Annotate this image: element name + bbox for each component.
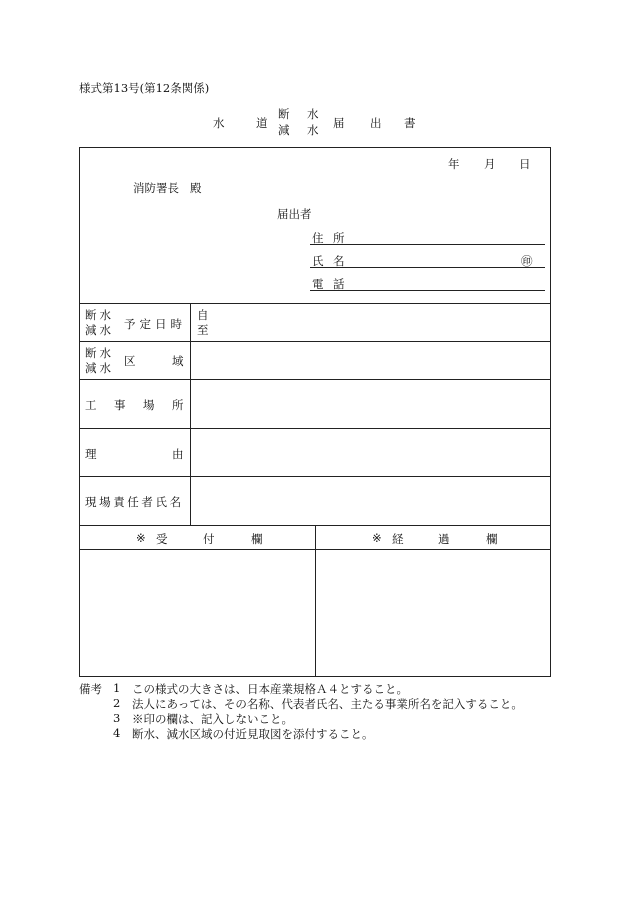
reception-header: ※ (136, 531, 146, 545)
reception-header: 付 (203, 532, 215, 546)
note-number: 1 (113, 681, 121, 695)
row-divider (79, 303, 551, 304)
row-divider (79, 379, 551, 380)
title-char: 水 (213, 116, 225, 130)
title-char: 届 (333, 116, 345, 130)
area-label: 域 (172, 354, 184, 368)
honorific: 殿 (190, 181, 202, 195)
phone-field[interactable] (310, 290, 545, 291)
addressee: 消防署長 (133, 181, 179, 195)
title-char: 水 (307, 123, 319, 137)
note-text: この様式の大きさは、日本産業規格Ａ４とすること。 (132, 682, 408, 696)
title-char: 道 (256, 116, 268, 130)
schedule-to-label: 至 (197, 323, 209, 337)
site-label: 工 (85, 398, 97, 412)
phone-label: 電 (312, 277, 324, 291)
address-label: 所 (333, 231, 345, 245)
schedule-from-label: 自 (197, 308, 209, 322)
name-label: 名 (333, 254, 345, 268)
note-number: 3 (113, 711, 121, 725)
applicant-label: 届出者 (277, 207, 312, 221)
name-field[interactable] (310, 267, 545, 268)
area-label: 区 (124, 354, 136, 368)
title-char: 書 (404, 116, 416, 130)
reception-header: 受 (156, 532, 168, 546)
note-number: 2 (113, 696, 121, 710)
progress-header: 経 (392, 532, 404, 546)
manager-label: 現場責任者氏名 (85, 495, 184, 509)
date-month-label: 月 (484, 157, 496, 171)
note-text: 法人にあっては、その名称、代表者氏名、主たる事業所名を記入すること。 (132, 697, 523, 711)
area-stack-bottom: 減水 (85, 361, 114, 375)
form-number: 様式第13号(第12条関係) (79, 81, 210, 95)
row-divider (79, 476, 551, 477)
site-label: 所 (172, 398, 184, 412)
progress-header: 欄 (486, 532, 498, 546)
schedule-stack-top: 断水 (85, 308, 114, 322)
title-char: 断 (278, 107, 290, 121)
column-divider (315, 525, 316, 677)
column-divider (190, 303, 191, 525)
address-label: 住 (312, 231, 324, 245)
progress-header: ※ (372, 531, 382, 545)
row-divider (79, 341, 551, 342)
schedule-label: 予定日時 (124, 317, 186, 331)
reception-header: 欄 (251, 532, 263, 546)
reason-label: 理 (85, 447, 97, 461)
area-stack-top: 断水 (85, 346, 114, 360)
seal-mark: ㊞ (521, 254, 533, 268)
title-char: 水 (307, 107, 319, 121)
site-label: 場 (143, 398, 155, 412)
site-label: 事 (114, 398, 126, 412)
schedule-stack-bottom: 減水 (85, 323, 114, 337)
phone-label: 話 (333, 277, 345, 291)
address-field[interactable] (310, 244, 545, 245)
name-label: 氏 (312, 254, 324, 268)
date-day-label: 日 (519, 157, 531, 171)
notes-label: 備考 (79, 682, 102, 696)
reason-label: 由 (172, 447, 184, 461)
progress-header: 過 (438, 532, 450, 546)
row-divider (79, 428, 551, 429)
date-year-label: 年 (448, 157, 460, 171)
note-number: 4 (113, 726, 121, 740)
title-char: 減 (278, 123, 290, 137)
note-text: 断水、減水区域の付近見取図を添付すること。 (132, 727, 374, 741)
title-char: 出 (370, 116, 382, 130)
note-text: ※印の欄は、記入しないこと。 (132, 712, 293, 726)
